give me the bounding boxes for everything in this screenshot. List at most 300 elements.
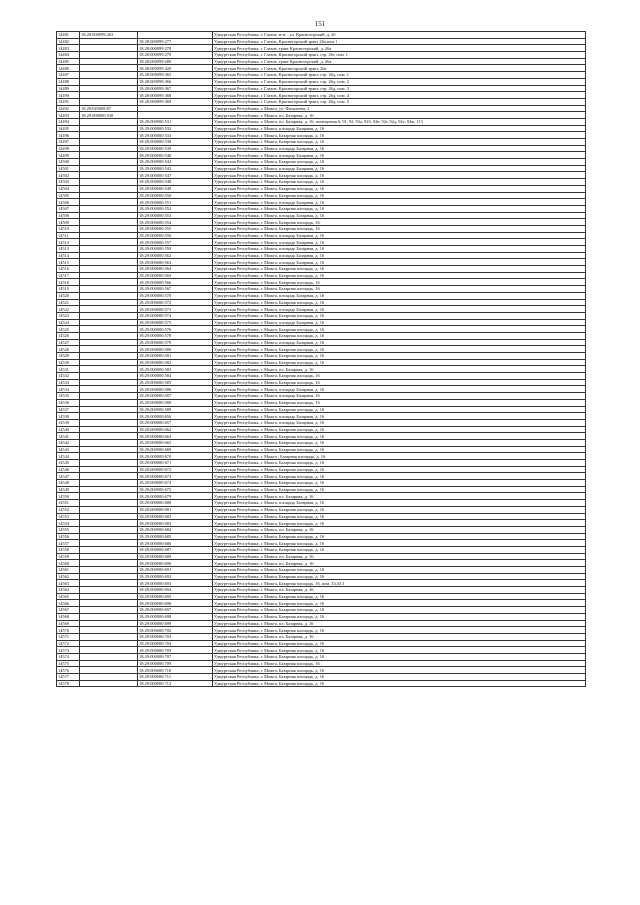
object-number-cell: 18:29:000000:567 bbox=[138, 286, 213, 293]
cadastral-number-cell bbox=[80, 500, 138, 507]
address-cell: Удмуртская Республика, г. Можга, площадь Базарная, д. 16 bbox=[213, 259, 586, 266]
row-number-cell: 14551 bbox=[57, 500, 80, 507]
table-row bbox=[57, 667, 586, 674]
row-number-cell: 14561 bbox=[57, 567, 80, 574]
address-cell: Удмуртская Республика, г. Можга, Базарная площадь, д. 16 bbox=[213, 573, 586, 580]
row-number-cell: 14483 bbox=[57, 45, 80, 52]
object-number-cell: 18:29:000000:699 bbox=[138, 620, 213, 627]
row-number-cell: 14554 bbox=[57, 520, 80, 527]
table-row bbox=[57, 292, 586, 299]
row-number-cell: 14535 bbox=[57, 393, 80, 400]
object-number-cell: 18:29:000000:565 bbox=[138, 272, 213, 279]
object-number-cell: 18:29:000000:698 bbox=[138, 613, 213, 620]
object-number-cell: 18:29:000000:576 bbox=[138, 326, 213, 333]
object-number-cell: 18:28:000099:365 bbox=[138, 72, 213, 79]
address-cell: Удмуртская Республика, г. Можга, Базарная площадь, 16 bbox=[213, 286, 586, 293]
object-number-cell: 18:29:000000:657 bbox=[138, 419, 213, 426]
registry-table bbox=[56, 31, 586, 687]
cadastral-number-cell: 18:28:000099:263 bbox=[80, 32, 138, 39]
object-number-cell: 18:29:000000:572 bbox=[138, 299, 213, 306]
row-number-cell: 14490 bbox=[57, 92, 80, 99]
address-cell: Удмуртская Республика, г. Можга, Базарная площадь, д. 16 bbox=[213, 326, 586, 333]
object-number-cell: 18:29:000000:662 bbox=[138, 426, 213, 433]
cadastral-number-cell bbox=[80, 439, 138, 446]
row-number-cell: 14510 bbox=[57, 225, 80, 232]
cadastral-number-cell bbox=[80, 85, 138, 92]
address-cell: Удмуртская Республика, г. Глазов, тракт Красногорский, д. 26а bbox=[213, 45, 586, 52]
object-number-cell: 18:29:000000:531 bbox=[138, 118, 213, 125]
address-cell: Удмуртская Республика, г. Можга, Базарная площадь, д. 16 bbox=[213, 647, 586, 654]
address-cell: Удмуртская Республика, г. Можга, Базарная площадь, 16, пом. 33,33.1 bbox=[213, 580, 586, 587]
object-number-cell: 18:28:000099:280 bbox=[138, 58, 213, 65]
cadastral-number-cell bbox=[80, 419, 138, 426]
table-row bbox=[57, 38, 586, 45]
cadastral-number-cell bbox=[80, 466, 138, 473]
address-cell: Удмуртская Республика, г. Можга, Базарная площадь, д. 16 bbox=[213, 546, 586, 553]
object-number-cell: 18:29:000000:548 bbox=[138, 179, 213, 186]
address-cell: Удмуртская Республика, г. Можга, Базарная площадь, д. 16 bbox=[213, 353, 586, 360]
address-cell: Удмуртская Республика, г. Можга, Базарная площадь, д. 16 bbox=[213, 346, 586, 353]
cadastral-number-cell bbox=[80, 406, 138, 413]
row-number-cell: 14498 bbox=[57, 145, 80, 152]
row-number-cell: 14512 bbox=[57, 239, 80, 246]
row-number-cell: 14500 bbox=[57, 159, 80, 166]
row-number-cell: 14519 bbox=[57, 286, 80, 293]
address-cell: Удмуртская Республика, г. Можга, пл. Базарная, д. 16, помещения 6, 91, 92, 92а, 92б, 92в, 92г, 92д, 92е, 92ж, 113 bbox=[213, 118, 586, 125]
address-cell: Удмуртская Республика, г. Можга, площадь Базарная, д. 16 bbox=[213, 292, 586, 299]
cadastral-number-cell bbox=[80, 680, 138, 687]
table-row bbox=[57, 567, 586, 574]
object-number-cell: 18:29:000000:697 bbox=[138, 607, 213, 614]
table-row bbox=[57, 332, 586, 339]
table-row bbox=[57, 520, 586, 527]
address-cell: Удмуртская Республика, г. Можга, площадь Базарная, д. 16 bbox=[213, 413, 586, 420]
row-number-cell: 14509 bbox=[57, 219, 80, 226]
cadastral-number-cell bbox=[80, 326, 138, 333]
object-number-cell: 18:29:000000:679 bbox=[138, 493, 213, 500]
row-number-cell: 14557 bbox=[57, 540, 80, 547]
table-row bbox=[57, 359, 586, 366]
address-cell: Удмуртская Республика, г. Можга, пл. Базарная, д. 16 bbox=[213, 526, 586, 533]
table-row bbox=[57, 132, 586, 139]
address-cell: Удмуртская Республика, г. Можга, площадь Базарная, д. 16 bbox=[213, 319, 586, 326]
object-number-cell: 18:29:000000:685 bbox=[138, 533, 213, 540]
address-cell: Удмуртская Республика, г. Можга, Базарная площадь, д. 16 bbox=[213, 272, 586, 279]
cadastral-number-cell bbox=[80, 413, 138, 420]
row-number-cell: 14530 bbox=[57, 359, 80, 366]
address-cell: Удмуртская Республика, г. Можга, Базарная площадь, д. 16 bbox=[213, 299, 586, 306]
row-number-cell: 14484 bbox=[57, 52, 80, 59]
cadastral-number-cell bbox=[80, 600, 138, 607]
row-number-cell: 14548 bbox=[57, 480, 80, 487]
object-number-cell: 18:29:000000:693 bbox=[138, 580, 213, 587]
address-cell: Удмуртская Республика, г. Можга, Базарная площадь, д. 16 bbox=[213, 406, 586, 413]
table-row bbox=[57, 647, 586, 654]
row-number-cell: 14492 bbox=[57, 105, 80, 112]
address-cell: Удмуртская Республика, г. Глазов, Красногорский тракт, стр. 26г, пом. 1 bbox=[213, 52, 586, 59]
table-row bbox=[57, 607, 586, 614]
address-cell: Удмуртская Республика, г. Можга, ул. Фалалеева, 2 bbox=[213, 105, 586, 112]
cadastral-number-cell bbox=[80, 520, 138, 527]
table-row bbox=[57, 560, 586, 567]
address-cell: Удмуртская Республика, г. Глазов, Красногорский тракт, стр. 26д, пом. 5 bbox=[213, 98, 586, 105]
object-number-cell: 18:29:000000:553 bbox=[138, 212, 213, 219]
address-cell: Удмуртская Республика, г. Можга, Базарная площадь, д. 16 bbox=[213, 613, 586, 620]
table-row bbox=[57, 373, 586, 380]
object-number-cell: 18:28:000099:366 bbox=[138, 78, 213, 85]
address-cell: Удмуртская Республика, г. Можга, Базарная площадь, 16 bbox=[213, 379, 586, 386]
object-number-cell: 18:29:000000:570 bbox=[138, 292, 213, 299]
address-cell: Удмуртская Республика, г. Можга, площадь Базарная, д. 16 bbox=[213, 212, 586, 219]
object-number-cell: 18:29:000000:705 bbox=[138, 647, 213, 654]
table-row bbox=[57, 118, 586, 125]
object-number-cell: 18:29:000000:687 bbox=[138, 546, 213, 553]
cadastral-number-cell bbox=[80, 252, 138, 259]
table-row bbox=[57, 353, 586, 360]
object-number-cell: 18:29:000000:566 bbox=[138, 279, 213, 286]
address-cell: Удмуртская Республика, г. Можга, пл. Базарная, д. 16 bbox=[213, 366, 586, 373]
table-row bbox=[57, 145, 586, 152]
object-number-cell: 18:29:000000:557 bbox=[138, 239, 213, 246]
row-number-cell: 14560 bbox=[57, 560, 80, 567]
row-number-cell: 14544 bbox=[57, 453, 80, 460]
cadastral-number-cell bbox=[80, 246, 138, 253]
table-row bbox=[57, 653, 586, 660]
table-row bbox=[57, 326, 586, 333]
row-number-cell: 14529 bbox=[57, 353, 80, 360]
cadastral-number-cell bbox=[80, 473, 138, 480]
row-number-cell: 14513 bbox=[57, 246, 80, 253]
table-row bbox=[57, 466, 586, 473]
address-cell: Удмуртская Республика, г. Можга, пл. Базарная, д. 16 bbox=[213, 620, 586, 627]
cadastral-number-cell bbox=[80, 98, 138, 105]
cadastral-number-cell bbox=[80, 212, 138, 219]
address-cell: Удмуртская Республика, г. Можга, площадь Базарная, д. 16 bbox=[213, 125, 586, 132]
table-row bbox=[57, 460, 586, 467]
address-cell: Удмуртская Республика, г. Можга, Базарная площадь, д. 16 bbox=[213, 132, 586, 139]
row-number-cell: 14573 bbox=[57, 647, 80, 654]
table-row bbox=[57, 500, 586, 507]
object-number-cell: 18:29:000000:695 bbox=[138, 593, 213, 600]
table-row bbox=[57, 486, 586, 493]
object-number-cell: 18:29:000000:564 bbox=[138, 266, 213, 273]
cadastral-number-cell bbox=[80, 232, 138, 239]
cadastral-number-cell bbox=[80, 45, 138, 52]
table-row bbox=[57, 179, 586, 186]
table-row bbox=[57, 446, 586, 453]
table-row bbox=[57, 185, 586, 192]
table-row bbox=[57, 246, 586, 253]
object-number-cell: 18:29:000000:578 bbox=[138, 332, 213, 339]
address-cell: Удмуртская Республика, г. Можга, Базарная площадь, 16 bbox=[213, 399, 586, 406]
address-cell: Удмуртская Республика, г. Можга, площадь Базарная, д. 16 bbox=[213, 145, 586, 152]
table-row bbox=[57, 480, 586, 487]
object-number-cell: 18:28:000099:320 bbox=[138, 65, 213, 72]
row-number-cell: 14565 bbox=[57, 593, 80, 600]
address-cell: Удмуртская Республика, г. Можга, Базарная площадь, д. 16 bbox=[213, 205, 586, 212]
address-cell: Удмуртская Республика, г. Можга, Базарная площадь, д. 16 bbox=[213, 359, 586, 366]
table-row bbox=[57, 620, 586, 627]
row-number-cell: 14497 bbox=[57, 139, 80, 146]
row-number-cell: 14494 bbox=[57, 118, 80, 125]
address-cell: Удмуртская Республика, г. Глазов, Красногорский тракт, стр. 26д, пом. 2 bbox=[213, 78, 586, 85]
table-row bbox=[57, 232, 586, 239]
cadastral-number-cell bbox=[80, 533, 138, 540]
cadastral-number-cell bbox=[80, 653, 138, 660]
address-cell: Удмуртская Республика, г. Можга, площадь Базарная, д. 16 bbox=[213, 306, 586, 313]
address-cell: Удмуртская Республика, г. Можга, Базарная площадь, д. 16 bbox=[213, 426, 586, 433]
object-number-cell: 18:29:000000:684 bbox=[138, 526, 213, 533]
address-cell: Удмуртская Республика, г. Можга, площадь Базарная, д. 16 bbox=[213, 419, 586, 426]
address-cell: Удмуртская Республика, г. Можга, площадь Базарная, 16 bbox=[213, 393, 586, 400]
address-cell: Удмуртская Республика, г. Можга, Базарная площадь, д. 16 bbox=[213, 480, 586, 487]
row-number-cell: 14549 bbox=[57, 486, 80, 493]
table-row bbox=[57, 78, 586, 85]
table-row bbox=[57, 613, 586, 620]
object-number-cell: 18:29:000000:692 bbox=[138, 573, 213, 580]
object-number-cell: 18:28:000099:277 bbox=[138, 38, 213, 45]
row-number-cell: 14537 bbox=[57, 406, 80, 413]
address-cell: Удмуртская Республика, г. Глазов, тракт Красногорский, д. 26а bbox=[213, 58, 586, 65]
cadastral-number-cell bbox=[80, 152, 138, 159]
object-number-cell: 18:29:000000:671 bbox=[138, 460, 213, 467]
cadastral-number-cell bbox=[80, 239, 138, 246]
cadastral-number-cell bbox=[80, 433, 138, 440]
address-cell: Удмуртская Республика, г. Можга, Базарная площадь, д. 16 bbox=[213, 159, 586, 166]
cadastral-number-cell bbox=[80, 366, 138, 373]
address-cell: Удмуртская Республика, г. Можга, Базарная площадь, д. 16 bbox=[213, 446, 586, 453]
row-number-cell: 14520 bbox=[57, 292, 80, 299]
row-number-cell: 14571 bbox=[57, 633, 80, 640]
registry-body bbox=[57, 32, 586, 687]
object-number-cell: 18:29:000000:704 bbox=[138, 640, 213, 647]
object-number-cell: 18:29:000000:709 bbox=[138, 660, 213, 667]
object-number-cell: 18:29:000000:690 bbox=[138, 560, 213, 567]
cadastral-number-cell bbox=[80, 52, 138, 59]
cadastral-number-cell bbox=[80, 332, 138, 339]
row-number-cell: 14489 bbox=[57, 85, 80, 92]
address-cell: Удмуртская Республика, г. Можга, пл. Базарная, д. 16 bbox=[213, 112, 586, 119]
row-number-cell: 14569 bbox=[57, 620, 80, 627]
table-row bbox=[57, 306, 586, 313]
address-cell: Удмуртская Республика, г. Можга, площадь Базарная, д. 16 bbox=[213, 239, 586, 246]
cadastral-number-cell bbox=[80, 272, 138, 279]
address-cell: Удмуртская Республика, г. Можга , Базарная площадь, д. 16 bbox=[213, 453, 586, 460]
table-row bbox=[57, 58, 586, 65]
address-cell: Удмуртская Республика, г. Можга, Базарная площадь, 16 bbox=[213, 225, 586, 232]
object-number-cell: 18:29:000000:539 bbox=[138, 145, 213, 152]
object-number-cell: 18:29:000000:562 bbox=[138, 252, 213, 259]
row-number-cell: 14570 bbox=[57, 627, 80, 634]
table-row bbox=[57, 419, 586, 426]
address-cell: Удмуртская Республика, г. Глазов, Красногорский тракт, 26а bbox=[213, 65, 586, 72]
object-number-cell: 18:29:000000:673 bbox=[138, 473, 213, 480]
table-row bbox=[57, 199, 586, 206]
row-number-cell: 14528 bbox=[57, 346, 80, 353]
object-number-cell: 18:29:000000:556 bbox=[138, 232, 213, 239]
table-row bbox=[57, 506, 586, 513]
table-row bbox=[57, 165, 586, 172]
row-number-cell: 14514 bbox=[57, 252, 80, 259]
object-number-cell: 18:29:000000:681 bbox=[138, 506, 213, 513]
object-number-cell: 18:29:000000:554 bbox=[138, 219, 213, 226]
address-cell: Удмуртская Республика, г. Можга, Базарная площадь, д. 16 bbox=[213, 473, 586, 480]
cadastral-number-cell bbox=[80, 379, 138, 386]
object-number-cell: 18:29:000000:656 bbox=[138, 413, 213, 420]
row-number-cell: 14515 bbox=[57, 259, 80, 266]
object-number-cell: 18:29:000000:674 bbox=[138, 480, 213, 487]
cadastral-number-cell bbox=[80, 172, 138, 179]
address-cell: Удмуртская Республика, г. Можга, площадь Базарная, д. 16 bbox=[213, 232, 586, 239]
cadastral-number-cell bbox=[80, 567, 138, 574]
table-row bbox=[57, 72, 586, 79]
address-cell: Удмуртская Республика, г. Можга, площадь Базарная, д. 16 bbox=[213, 152, 586, 159]
address-cell: Удмуртская Республика, г. Можга, Базарная площадь, д. 16 bbox=[213, 533, 586, 540]
address-cell: Удмуртская Республика, г. Можга, Базарная площадь, д. 16 bbox=[213, 179, 586, 186]
object-number-cell: 18:29:000000:683 bbox=[138, 520, 213, 527]
object-number-cell: 18:29:000000:663 bbox=[138, 433, 213, 440]
object-number-cell: 18:29:000000:540 bbox=[138, 152, 213, 159]
cadastral-number-cell bbox=[80, 633, 138, 640]
address-cell: Удмуртская Республика, г. Можга, пл. Базарная, д. 16 bbox=[213, 587, 586, 594]
table-row bbox=[57, 192, 586, 199]
address-cell: Удмуртская Республика, г. Можга, Базарная площадь, 16 bbox=[213, 660, 586, 667]
table-row bbox=[57, 379, 586, 386]
table-row bbox=[57, 593, 586, 600]
object-number-cell: 18:29:000000:549 bbox=[138, 185, 213, 192]
cadastral-number-cell bbox=[80, 607, 138, 614]
table-row bbox=[57, 513, 586, 520]
row-number-cell: 14495 bbox=[57, 125, 80, 132]
row-number-cell: 14552 bbox=[57, 506, 80, 513]
object-number-cell: 18:28:000099:367 bbox=[138, 85, 213, 92]
address-cell: Удмуртская Республика, г. Можга, площадь Базарная, д. 16 bbox=[213, 252, 586, 259]
cadastral-number-cell bbox=[80, 373, 138, 380]
table-row bbox=[57, 546, 586, 553]
address-cell: Удмуртская Республика, г. Можга, Базарная площадь, д. 16 bbox=[213, 439, 586, 446]
address-cell: Удмуртская Республика, г. Можга, Базарная площадь, д. 16 bbox=[213, 513, 586, 520]
address-cell: Удмуртская Республика, г. Можга, Базарная площадь, д. 16 bbox=[213, 139, 586, 146]
object-number-cell: 18:29:000000:575 bbox=[138, 319, 213, 326]
cadastral-number-cell bbox=[80, 647, 138, 654]
address-cell: Удмуртская Республика, г. Глазов, Красногорский тракт 26а,пом.1 bbox=[213, 38, 586, 45]
object-number-cell: 18:29:000000:586 bbox=[138, 386, 213, 393]
cadastral-number-cell bbox=[80, 199, 138, 206]
cadastral-number-cell bbox=[80, 446, 138, 453]
table-row bbox=[57, 279, 586, 286]
table-row bbox=[57, 493, 586, 500]
cadastral-number-cell bbox=[80, 560, 138, 567]
table-row bbox=[57, 125, 586, 132]
address-cell: Удмуртская Республика, г. Можга, Базарная площадь, д. 16 bbox=[213, 486, 586, 493]
cadastral-number-cell bbox=[80, 92, 138, 99]
address-cell: Удмуртская Республика, г. Можга, Базарная площадь, д. 16 bbox=[213, 540, 586, 547]
table-row bbox=[57, 286, 586, 293]
table-row bbox=[57, 433, 586, 440]
table-row bbox=[57, 212, 586, 219]
cadastral-number-cell bbox=[80, 346, 138, 353]
object-number-cell: 18:29:000000:543 bbox=[138, 165, 213, 172]
row-number-cell: 14522 bbox=[57, 306, 80, 313]
table-row bbox=[57, 98, 586, 105]
row-number-cell: 14575 bbox=[57, 660, 80, 667]
cadastral-number-cell bbox=[80, 185, 138, 192]
cadastral-number-cell bbox=[80, 580, 138, 587]
cadastral-number-cell bbox=[80, 540, 138, 547]
row-number-cell: 14563 bbox=[57, 580, 80, 587]
object-number-cell: 18:29:000000:694 bbox=[138, 587, 213, 594]
table-row bbox=[57, 92, 586, 99]
row-number-cell: 14506 bbox=[57, 199, 80, 206]
object-number-cell: 18:29:000000:574 bbox=[138, 312, 213, 319]
cadastral-number-cell bbox=[80, 145, 138, 152]
cadastral-number-cell bbox=[80, 393, 138, 400]
row-number-cell: 14485 bbox=[57, 58, 80, 65]
row-number-cell: 14481 bbox=[57, 32, 80, 39]
cadastral-number-cell bbox=[80, 660, 138, 667]
row-number-cell: 14562 bbox=[57, 573, 80, 580]
table-row bbox=[57, 32, 586, 39]
table-row bbox=[57, 112, 586, 119]
row-number-cell: 14574 bbox=[57, 653, 80, 660]
address-cell: Удмуртская Республика, г. Можга, площадь Базарная, д. 16 bbox=[213, 165, 586, 172]
object-number-cell: 18:28:000099:279 bbox=[138, 52, 213, 59]
object-number-cell: 18:29:000000:711 bbox=[138, 674, 213, 681]
row-number-cell: 14496 bbox=[57, 132, 80, 139]
address-cell: Удмуртская Республика, г. Можга, Базарная площадь, д. 16 bbox=[213, 466, 586, 473]
row-number-cell: 14558 bbox=[57, 546, 80, 553]
address-cell: Удмуртская Республика, г. Можга, Базарная площадь, д. 16 bbox=[213, 332, 586, 339]
object-number-cell: 18:29:000000:707 bbox=[138, 653, 213, 660]
object-number-cell: 18:29:000000:583 bbox=[138, 366, 213, 373]
row-number-cell: 14521 bbox=[57, 299, 80, 306]
row-number-cell: 14501 bbox=[57, 165, 80, 172]
row-number-cell: 14550 bbox=[57, 493, 80, 500]
cadastral-number-cell bbox=[80, 480, 138, 487]
cadastral-number-cell bbox=[80, 426, 138, 433]
table-row bbox=[57, 426, 586, 433]
object-number-cell: 18:29:000000:589 bbox=[138, 406, 213, 413]
object-number-cell bbox=[138, 112, 213, 119]
address-cell: Удмуртская Республика, г. Можга, пл. Базарная, д. 16 bbox=[213, 493, 586, 500]
cadastral-number-cell bbox=[80, 493, 138, 500]
row-number-cell: 14547 bbox=[57, 473, 80, 480]
object-number-cell: 18:29:000000:550 bbox=[138, 192, 213, 199]
row-number-cell: 14545 bbox=[57, 460, 80, 467]
cadastral-number-cell bbox=[80, 587, 138, 594]
row-number-cell: 14531 bbox=[57, 366, 80, 373]
cadastral-number-cell bbox=[80, 353, 138, 360]
object-number-cell: 18:29:000000:672 bbox=[138, 466, 213, 473]
address-cell: Удмуртская Республика, г. Можга, Базарная площадь, д. 16 bbox=[213, 593, 586, 600]
object-number-cell: 18:29:000000:582 bbox=[138, 359, 213, 366]
cadastral-number-cell bbox=[80, 38, 138, 45]
address-cell: Удмуртская Республика, г. Можга, Базарная площадь, д. 16 bbox=[213, 567, 586, 574]
table-row bbox=[57, 252, 586, 259]
row-number-cell: 14555 bbox=[57, 526, 80, 533]
table-row bbox=[57, 312, 586, 319]
table-row bbox=[57, 399, 586, 406]
cadastral-number-cell bbox=[80, 205, 138, 212]
address-cell: Удмуртская Республика, г. Можга, площадь Базарная, д. 16 bbox=[213, 500, 586, 507]
cadastral-number-cell bbox=[80, 526, 138, 533]
table-row bbox=[57, 406, 586, 413]
table-row bbox=[57, 319, 586, 326]
row-number-cell: 14532 bbox=[57, 373, 80, 380]
cadastral-number-cell bbox=[80, 620, 138, 627]
row-number-cell: 14564 bbox=[57, 587, 80, 594]
row-number-cell: 14491 bbox=[57, 98, 80, 105]
